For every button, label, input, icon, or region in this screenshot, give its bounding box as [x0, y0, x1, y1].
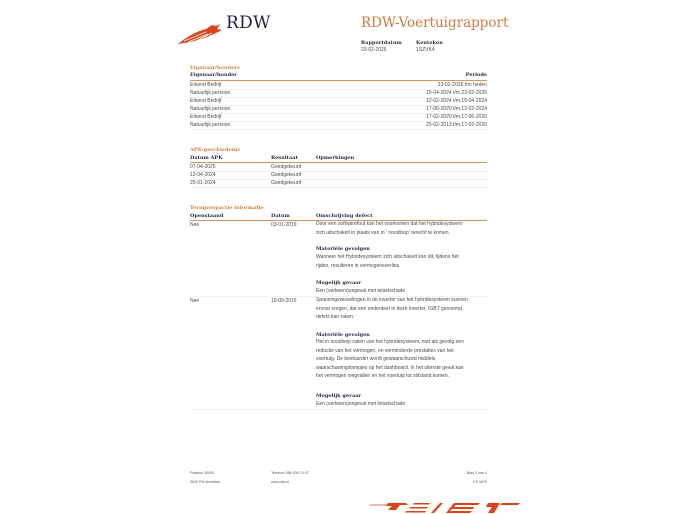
owners-col-period: Periode — [465, 72, 487, 78]
recall-col-open: Openstaand — [190, 213, 224, 219]
owner-type-cell: Natuurlijk persoon — [190, 90, 231, 96]
apk-col-date: Datum APK — [190, 155, 223, 161]
owner-type-cell: Natuurlijk persoon — [190, 106, 231, 112]
recall-danger-value: Een (verkeers)ongeval met letselschade — [316, 401, 406, 407]
recall-open-value: Nee — [190, 222, 200, 228]
report-date-label: Rapportdatum — [361, 40, 402, 46]
recall-danger-value: Een (verkeers)ongeval met letselschade — [316, 288, 406, 294]
row-divider — [190, 129, 487, 130]
footer-code: 3 E 1679 — [472, 480, 487, 484]
apk-section-title: APK-geschiedenis — [190, 147, 240, 153]
owner-period-cell: 17-02-2020 t/m 17-06-2020 — [426, 114, 487, 120]
owner-period-cell: 17-06-2020 t/m 12-02-2024 — [426, 106, 487, 112]
license-plate-value: 1SZVK4 — [416, 47, 435, 53]
recall-consequences-label: Materiële gevolgen — [316, 246, 370, 252]
owners-header-rule — [190, 80, 487, 81]
footer-stripes-graphic-icon — [370, 500, 525, 514]
recall-open-value: Nee — [190, 298, 200, 304]
footer-website[interactable]: www.rdw.nl — [271, 480, 289, 484]
recall-consequences-line: rijden, resulteren in vermogensverlies. — [316, 262, 401, 269]
owners-col-owner: Eigenaar/houder — [190, 72, 237, 78]
recall-consequences-line: reductie van het vermogen, en verminderde prestaties van het — [316, 347, 454, 354]
footer-page-number: Blad 3 van 4 — [467, 471, 487, 475]
recall-section-title: Terugroepactie informatie — [190, 205, 264, 211]
recall-danger-label: Mogelijk gevaar — [316, 393, 362, 399]
footer-postbus: Postbus 30000 — [190, 471, 214, 475]
recall-consequences-line: Wanneer het Hybridesysteem zich uitschakelt kan dit, tijdens het — [316, 254, 459, 260]
apk-date-cell: 25-01-2024 — [190, 180, 216, 186]
owner-period-cell: 23-02-2026 t/m heden — [437, 82, 487, 88]
recall-description-line: Door een softwarefout kan het voorkomen dat het hybridesysteem — [316, 221, 463, 227]
recall-consequences — [316, 338, 501, 381]
footer-address: 9640 RA Veendam — [190, 480, 220, 484]
apk-header-rule — [190, 162, 487, 163]
owner-period-cell: 12-02-2024 t/m 15-04-2024 — [426, 98, 487, 104]
owners-section-title: Eigenaar/houders — [190, 65, 240, 71]
apk-result-cell: Goedgekeurd — [271, 172, 302, 178]
owner-type-cell: Erkend Bedrijf — [190, 98, 222, 104]
license-plate-label: Kenteken — [416, 40, 443, 46]
row-divider — [190, 409, 487, 410]
recall-description-line: zich uitschakelt in plaats van in ' noodloop' terecht te komen. — [316, 229, 450, 236]
recall-consequences-line: het vermogen wegvallen en het voertuig tot stilstand komen. — [316, 373, 450, 380]
logo-text: RDW — [226, 13, 271, 33]
row-divider — [190, 187, 487, 188]
recall-danger-label: Mogelijk gevaar — [316, 280, 362, 286]
recall-col-date: Datum — [271, 213, 290, 219]
recall-date-value: 03-01-2019 — [271, 222, 297, 228]
owner-period-cell: 15-04-2024 t/m 23-02-2026 — [426, 90, 487, 96]
apk-col-result: Resultaat — [271, 155, 298, 161]
apk-result-cell: Goedgekeurd — [271, 180, 302, 186]
recall-description — [316, 296, 501, 322]
recall-consequences-line: voertuig. De bestuurder wordt gewaarschuwd middels — [316, 356, 436, 363]
apk-col-remarks: Opmerkingen — [316, 155, 355, 161]
recall-description-line: Spanningswisselingen in de inverter van het hybridesysteem kunnen — [316, 297, 468, 303]
row-divider — [190, 179, 487, 180]
row-divider — [190, 171, 487, 172]
report-date-value: 23-02-2026 — [361, 47, 387, 53]
recall-consequences — [316, 253, 501, 270]
recall-description-line: ervoor zorgen, dat een onderdeel in deze inverter, IGBT genoemd, — [316, 305, 464, 312]
recall-description-line: defect kan raken. — [316, 314, 355, 321]
recall-consequences-label: Materiële gevolgen — [316, 332, 370, 338]
owner-type-cell: Erkend Bedrijf — [190, 82, 222, 88]
recall-consequences-line: waarschuwingslampjes op het dashboard. In het uiterste geval kan — [316, 364, 464, 371]
recall-col-desc: Omschrijving defect — [316, 213, 373, 219]
recall-date-value: 10-09-2015 — [271, 298, 297, 304]
recall-description — [316, 220, 501, 237]
apk-date-cell: 12-04-2024 — [190, 172, 216, 178]
owner-period-cell: 25-02-2013 t/m 17-02-2020 — [426, 122, 487, 128]
report-title: RDW-Voertuigrapport — [361, 15, 509, 31]
apk-result-cell: Goedgekeurd — [271, 164, 302, 170]
owner-type-cell: Natuurlijk persoon — [190, 122, 231, 128]
apk-date-cell: 07-04-2025 — [190, 164, 216, 170]
rdw-feather-logo-icon — [176, 20, 226, 46]
owner-type-cell: Erkend Bedrijf — [190, 114, 222, 120]
footer-phone: Telefoon 088 008 74 47 — [271, 471, 309, 475]
recall-consequences-line: Het in noodloop raken van het hybridesysteem, met als gevolg een — [316, 339, 464, 345]
